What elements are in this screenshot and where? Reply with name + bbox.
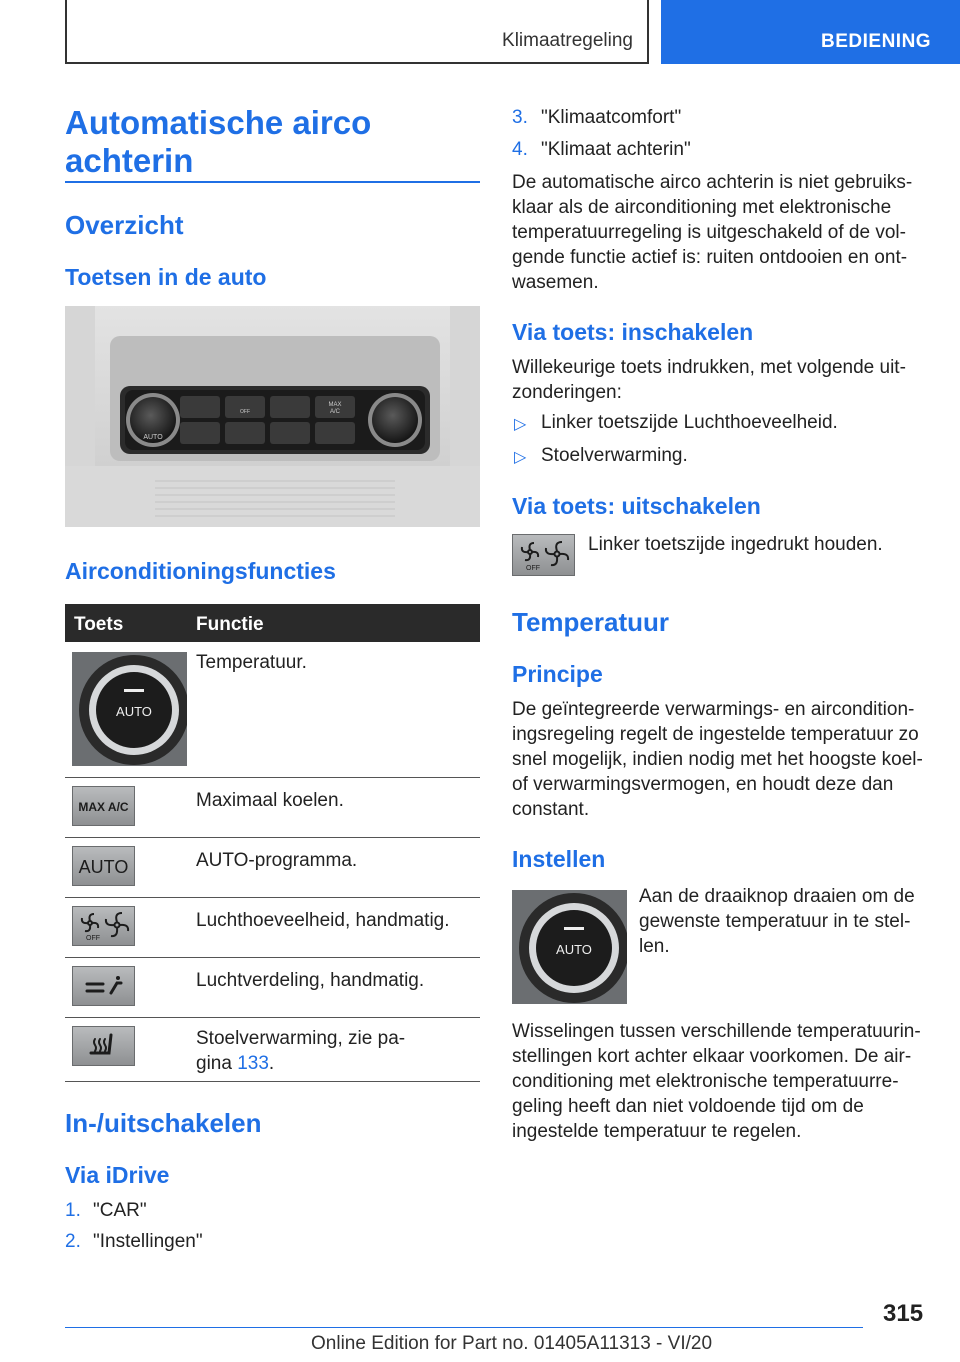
header-chapter-title: BEDIENING [821,31,932,52]
page-title: Automatische airco achterin [65,104,372,179]
heading-overview: Overzicht [65,210,184,240]
principle-line: constant. [512,799,590,820]
auto-program-icon [72,846,135,886]
functions-table [65,604,480,1082]
note-line: temperatuurregeling is uitgeschakeld of de vol- [512,222,906,243]
note-line: De automatische airco achterin is niet gebruiks- [512,172,913,193]
step-text: "Klimaat achterin" [541,139,691,160]
step-number: 1. [65,1200,81,1221]
step-number: 2. [65,1231,81,1252]
heading-buttons-in-car: Toetsen in de auto [65,264,267,290]
step-text: "Instellingen" [93,1231,203,1252]
principle-text [512,697,932,822]
warn-line: ingestelde temperatuur te regelen. [512,1121,802,1142]
fan-off-icon [72,906,135,946]
warn-line: Wisselingen tussen verschillende temperatuurin- [512,1021,921,1042]
note-line: gende functie actief is: ruiten ontdooien en ont- [512,247,908,268]
note-line: klaar als de airconditioning met elektronische [512,197,892,218]
idrive-note [512,170,932,295]
bullet-icon: ▷ [514,449,527,466]
title-divider [65,181,480,183]
principle-line: of verwarmingsvermogen, en houdt deze dan [512,774,894,795]
set-line: Aan de draaiknop draaien om de [639,886,915,907]
temperature-knob-icon [72,652,187,766]
warn-line: stellingen kort achter elkaar voorkomen. De air- [512,1046,912,1067]
step-number: 3. [512,107,528,128]
heading-button-off: Via toets: uitschakelen [512,493,761,519]
footer-divider [65,1327,863,1328]
air-distribution-icon [72,966,135,1006]
auto-program-text: AUTO [78,857,129,877]
header-section-tab [65,0,649,64]
warn-line: geling heeft dan niet voldoende tijd om de [512,1096,864,1117]
button-on-text [512,355,932,405]
heading-ac-functions: Airconditioningsfuncties [65,558,336,584]
header-section-title: Klimaatregeling [502,30,633,51]
table-row [65,642,480,778]
set-line: len. [639,936,670,957]
photo-off-label: OFF [240,409,250,415]
function-label [196,1026,405,1076]
heading-principle: Principe [512,661,603,687]
page-number: 315 [883,1300,924,1327]
table-row [65,898,480,958]
photo-ac-label: A/C [329,409,341,415]
function-label: Luchthoeveelheid, handmatig. [196,910,450,931]
heading-temperature: Temperatuur [512,607,669,637]
header-chapter-tab [661,0,960,64]
step-text: "Klimaatcomfort" [541,107,682,128]
exception-item: Stoelverwarming. [541,445,688,466]
rear-climate-panel-photo [65,306,480,527]
max-ac-icon [72,786,135,826]
set-line: gewenste temperatuur in te stel- [639,911,911,932]
function-label: Temperatuur. [196,652,307,673]
seat-heating-end: . [268,1053,275,1074]
fan-off-text: OFF [526,565,540,572]
page-ref-link[interactable]: 133 [237,1053,269,1074]
photo-auto-label: AUTO [143,434,163,441]
exception-item: Linker toetszijde Luchthoeveelheid. [541,412,838,433]
heading-on-off: In-/uitschakelen [65,1108,262,1138]
table-row [65,778,480,838]
heading-button-on: Via toets: inschakelen [512,319,754,345]
set-text [639,884,939,959]
function-label: AUTO-programma. [196,850,358,871]
principle-line: snel mogelijk, indien nodig met het hoogste koel- [512,749,923,770]
principle-line: ingsregeling regelt de ingestelde temperatuur zo [512,724,919,745]
on-line: zonderingen: [512,382,622,403]
max-ac-text: MAX A/C [78,800,129,814]
seat-heating-line2: gina [196,1053,238,1074]
seat-heating-icon [72,1026,135,1066]
table-row [65,1018,480,1082]
knob-auto-text: AUTO [556,942,592,957]
seat-heating-line1: Stoelverwarming, zie pa- [196,1028,406,1049]
col-header-function: Functie [196,614,264,635]
table-row [65,838,480,898]
heading-via-idrive: Via iDrive [65,1162,170,1188]
fan-off-icon [512,534,575,576]
principle-line: De geïntegreerde verwarmings- en aircondition- [512,699,915,720]
warning-text [512,1019,932,1144]
note-line: wasemen. [512,272,599,293]
warn-line: conditioning met elektronische temperatuurre- [512,1071,899,1092]
heading-set: Instellen [512,846,606,872]
fan-off-text: OFF [86,935,100,942]
footer-edition: Online Edition for Part no. 01405A11313 - VI/20 [311,1333,713,1354]
temperature-knob-icon [512,890,627,1004]
knob-auto-text: AUTO [116,704,152,719]
bullet-icon: ▷ [514,416,527,433]
table-row [65,958,480,1018]
function-label: Maximaal koelen. [196,790,344,811]
on-line: Willekeurige toets indrukken, met volgende uit- [512,357,906,378]
photo-max-label: MAX [328,402,342,408]
table-header [65,604,480,642]
step-number: 4. [512,139,528,160]
step-text: "CAR" [93,1200,147,1221]
button-off-text: Linker toetszijde ingedrukt houden. [588,534,883,555]
col-header-key: Toets [74,614,124,635]
function-label: Luchtverdeling, handmatig. [196,970,425,991]
